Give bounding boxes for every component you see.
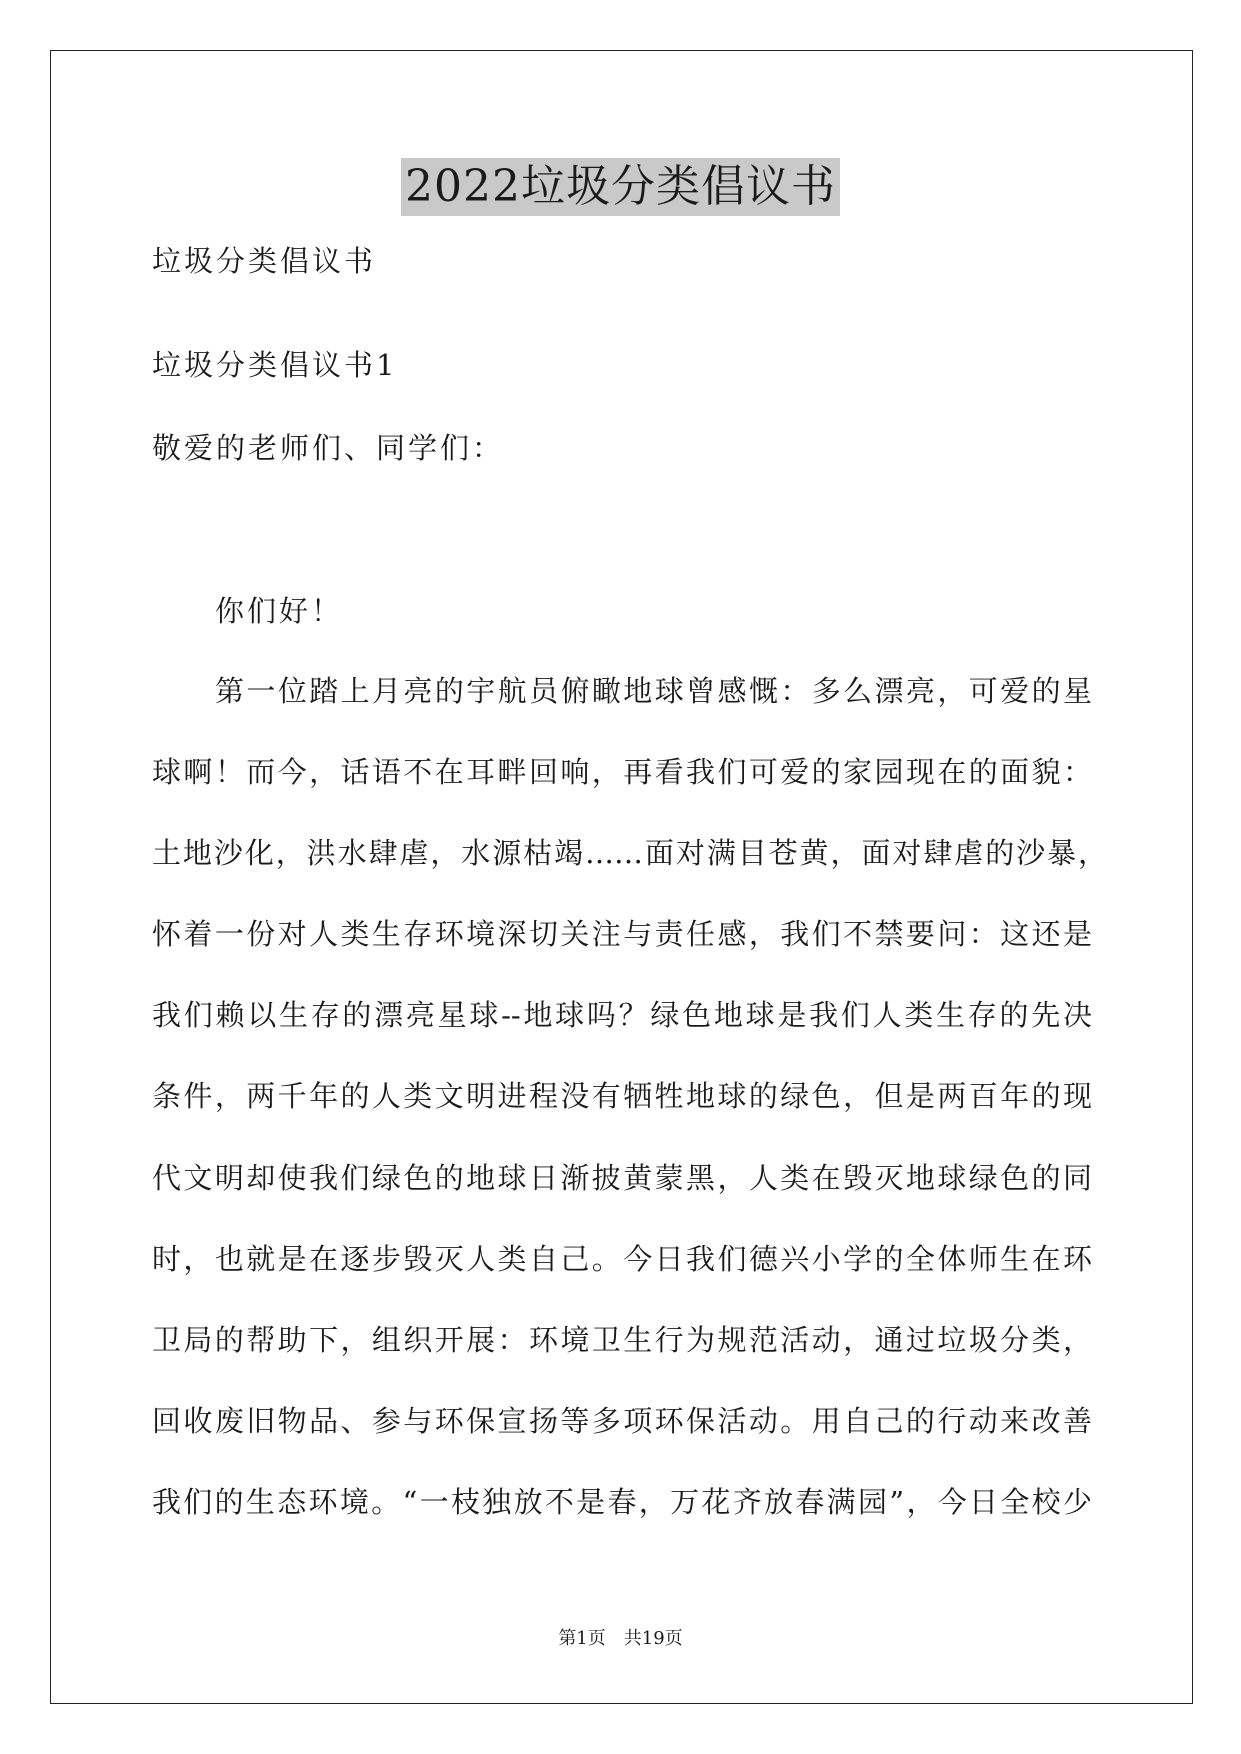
greeting-line: 你们好！	[215, 594, 344, 628]
body-line-8: 时，也就是在逐步毁灭人类自己。今日我们德兴小学的全体师生在环	[152, 1242, 1092, 1276]
body-line-11: 我们的生态环境。“一枝独放不是春，万花齐放春满园”，今日全校少	[152, 1485, 1092, 1519]
document-title	[0, 158, 1241, 216]
body-line-10: 回收废旧物品、参与环保宣扬等多项环保活动。用自己的行动来改善	[152, 1404, 1092, 1438]
page-number-current: 第1页	[558, 1628, 606, 1649]
subtitle-line: 垃圾分类倡议书	[152, 244, 377, 278]
document-title-text: 2022垃圾分类倡议书	[401, 158, 840, 216]
page-border	[50, 50, 1193, 1704]
body-line-4: 怀着一份对人类生存环境深切关注与责任感，我们不禁要问：这还是	[152, 917, 1092, 951]
body-line-2: 球啊！而今，话语不在耳畔回响，再看我们可爱的家园现在的面貌：	[152, 755, 1092, 789]
body-line-1: 第一位踏上月亮的宇航员俯瞰地球曾感慨：多么漂亮，可爱的星	[215, 674, 1092, 708]
body-line-6: 条件，两千年的人类文明进程没有牺牲地球的绿色，但是两百年的现	[152, 1079, 1092, 1113]
body-line-9: 卫局的帮助下，组织开展：环境卫生行为规范活动，通过垃圾分类，	[152, 1323, 1092, 1357]
salutation-line: 敬爱的老师们、同学们：	[152, 431, 505, 465]
body-line-5: 我们赖以生存的漂亮星球--地球吗？绿色地球是我们人类生存的先决	[152, 998, 1092, 1032]
body-line-3: 土地沙化，洪水肆虐，水源枯竭……面对满目苍黄，面对肆虐的沙暴，	[152, 836, 1107, 870]
body-line-7: 代文明却使我们绿色的地球日渐披黄蒙黑，人类在毁灭地球绿色的同	[152, 1161, 1092, 1195]
page-footer	[0, 1627, 1241, 1651]
page-number-total: 共19页	[623, 1628, 683, 1649]
subtitle-numbered-line: 垃圾分类倡议书1	[152, 348, 398, 382]
